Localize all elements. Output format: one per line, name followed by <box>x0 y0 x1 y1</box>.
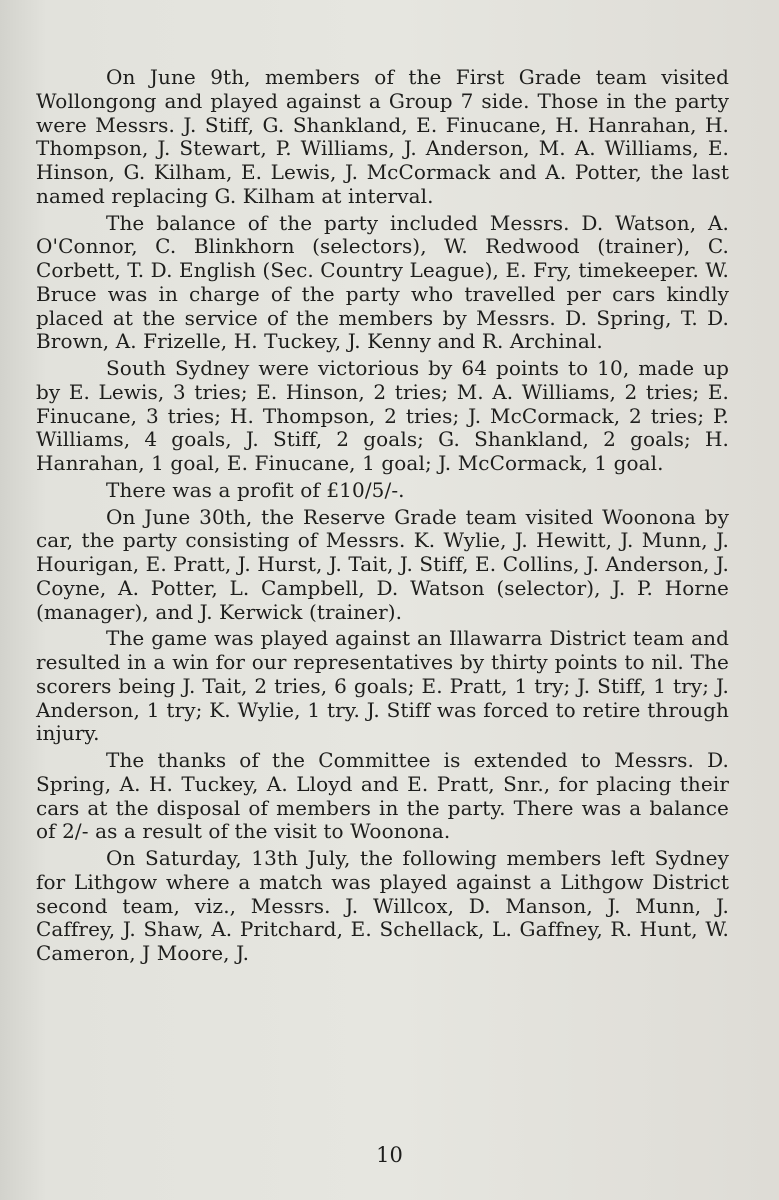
paragraph-profit: There was a profit of £10/5/-. <box>106 477 405 502</box>
paragraph-party-balance: The balance of the party included Messrs. D. Watson, A. O'Connor, C. Blinkhorn (selectors), W. Redwood (trainer), C. Corbett, T. D. English (Sec. Country League), E. Fry, timekeeper. W. Bruce was in charge of the party who travelled per cars kindly placed at the service of the members by Messrs. D. Spring, T. D. Brown, A. Frizelle, H. Tuckey, J. Kenny and R. Archinal. <box>36 210 729 354</box>
paragraph-lithgow-trip: On Saturday, 13th July, the following members left Sydney for Lithgow where a match was played against a Lithgow District second team, viz., Messrs. J. Willcox, D. Manson, J. Munn, J. Caffrey, J. Shaw, A. Pritchard, E. Schellack, L. Gaffney, R. Hunt, W. Cameron, J Moore, J. <box>36 846 729 965</box>
paragraph-thanks: The thanks of the Committee is extended to Messrs. D. Spring, A. H. Tuckey, A. Lloyd and E. Pratt, Snr., for placing their cars at the disposal of members in the party. There was a balance of 2/- as a result of the visit to Woonona. <box>36 748 729 844</box>
body-text <box>36 66 729 966</box>
paragraph-first-grade-visit: On June 9th, members of the First Grade team visited Wollongong and played against a Group 7 side. Those in the party were Messrs. J. Stiff, G. Shankland, E. Finucane, H. Hanrahan, H. Thompson, J. Stewart, P. Williams, J. Anderson, M. A. Williams, E. Hinson, G. Kilham, E. Lewis, J. McCormack and A. Potter, the last named replacing G. Kilham at interval. <box>36 65 729 208</box>
paragraph-reserve-grade-visit: On June 30th, the Reserve Grade team visited Woonona by car, the party consisting of Messrs. K. Wylie, J. Hewitt, J. Munn, J. Hourigan, E. Pratt, J. Hurst, J. Tait, J. Stiff, E. Collins, J. Anderson, J. Coyne, A. Potter, L. Campbell, D. Watson (selector), J. P. Horne (manager), and J. Kerwick (trainer). <box>36 504 729 624</box>
paragraph-reserve-result: The game was played against an Illawarra District team and resulted in a win for our representatives by thirty points to nil. The scorers being J. Tait, 2 tries, 6 goals; E. Pratt, 1 try; J. Stiff, 1 try; J. Anderson, 1 try; K. Wylie, 1 try. J. Stiff was forced to retire through injury. <box>36 626 729 746</box>
paragraph-match-result: South Sydney were victorious by 64 points to 10, made up by E. Lewis, 3 tries; E. Hinson, 2 tries; M. A. Williams, 2 tries; E. Finucane, 3 tries; H. Thompson, 2 tries; J. McCormack, 2 tries; P. Williams, 4 goals, J. Stiff, 2 goals; G. Shankland, 2 goals; H. Hanrahan, 1 goal, E. Finucane, 1 goal; J. McCormack, 1 goal. <box>36 356 729 475</box>
page-number: 10 <box>376 1143 403 1167</box>
